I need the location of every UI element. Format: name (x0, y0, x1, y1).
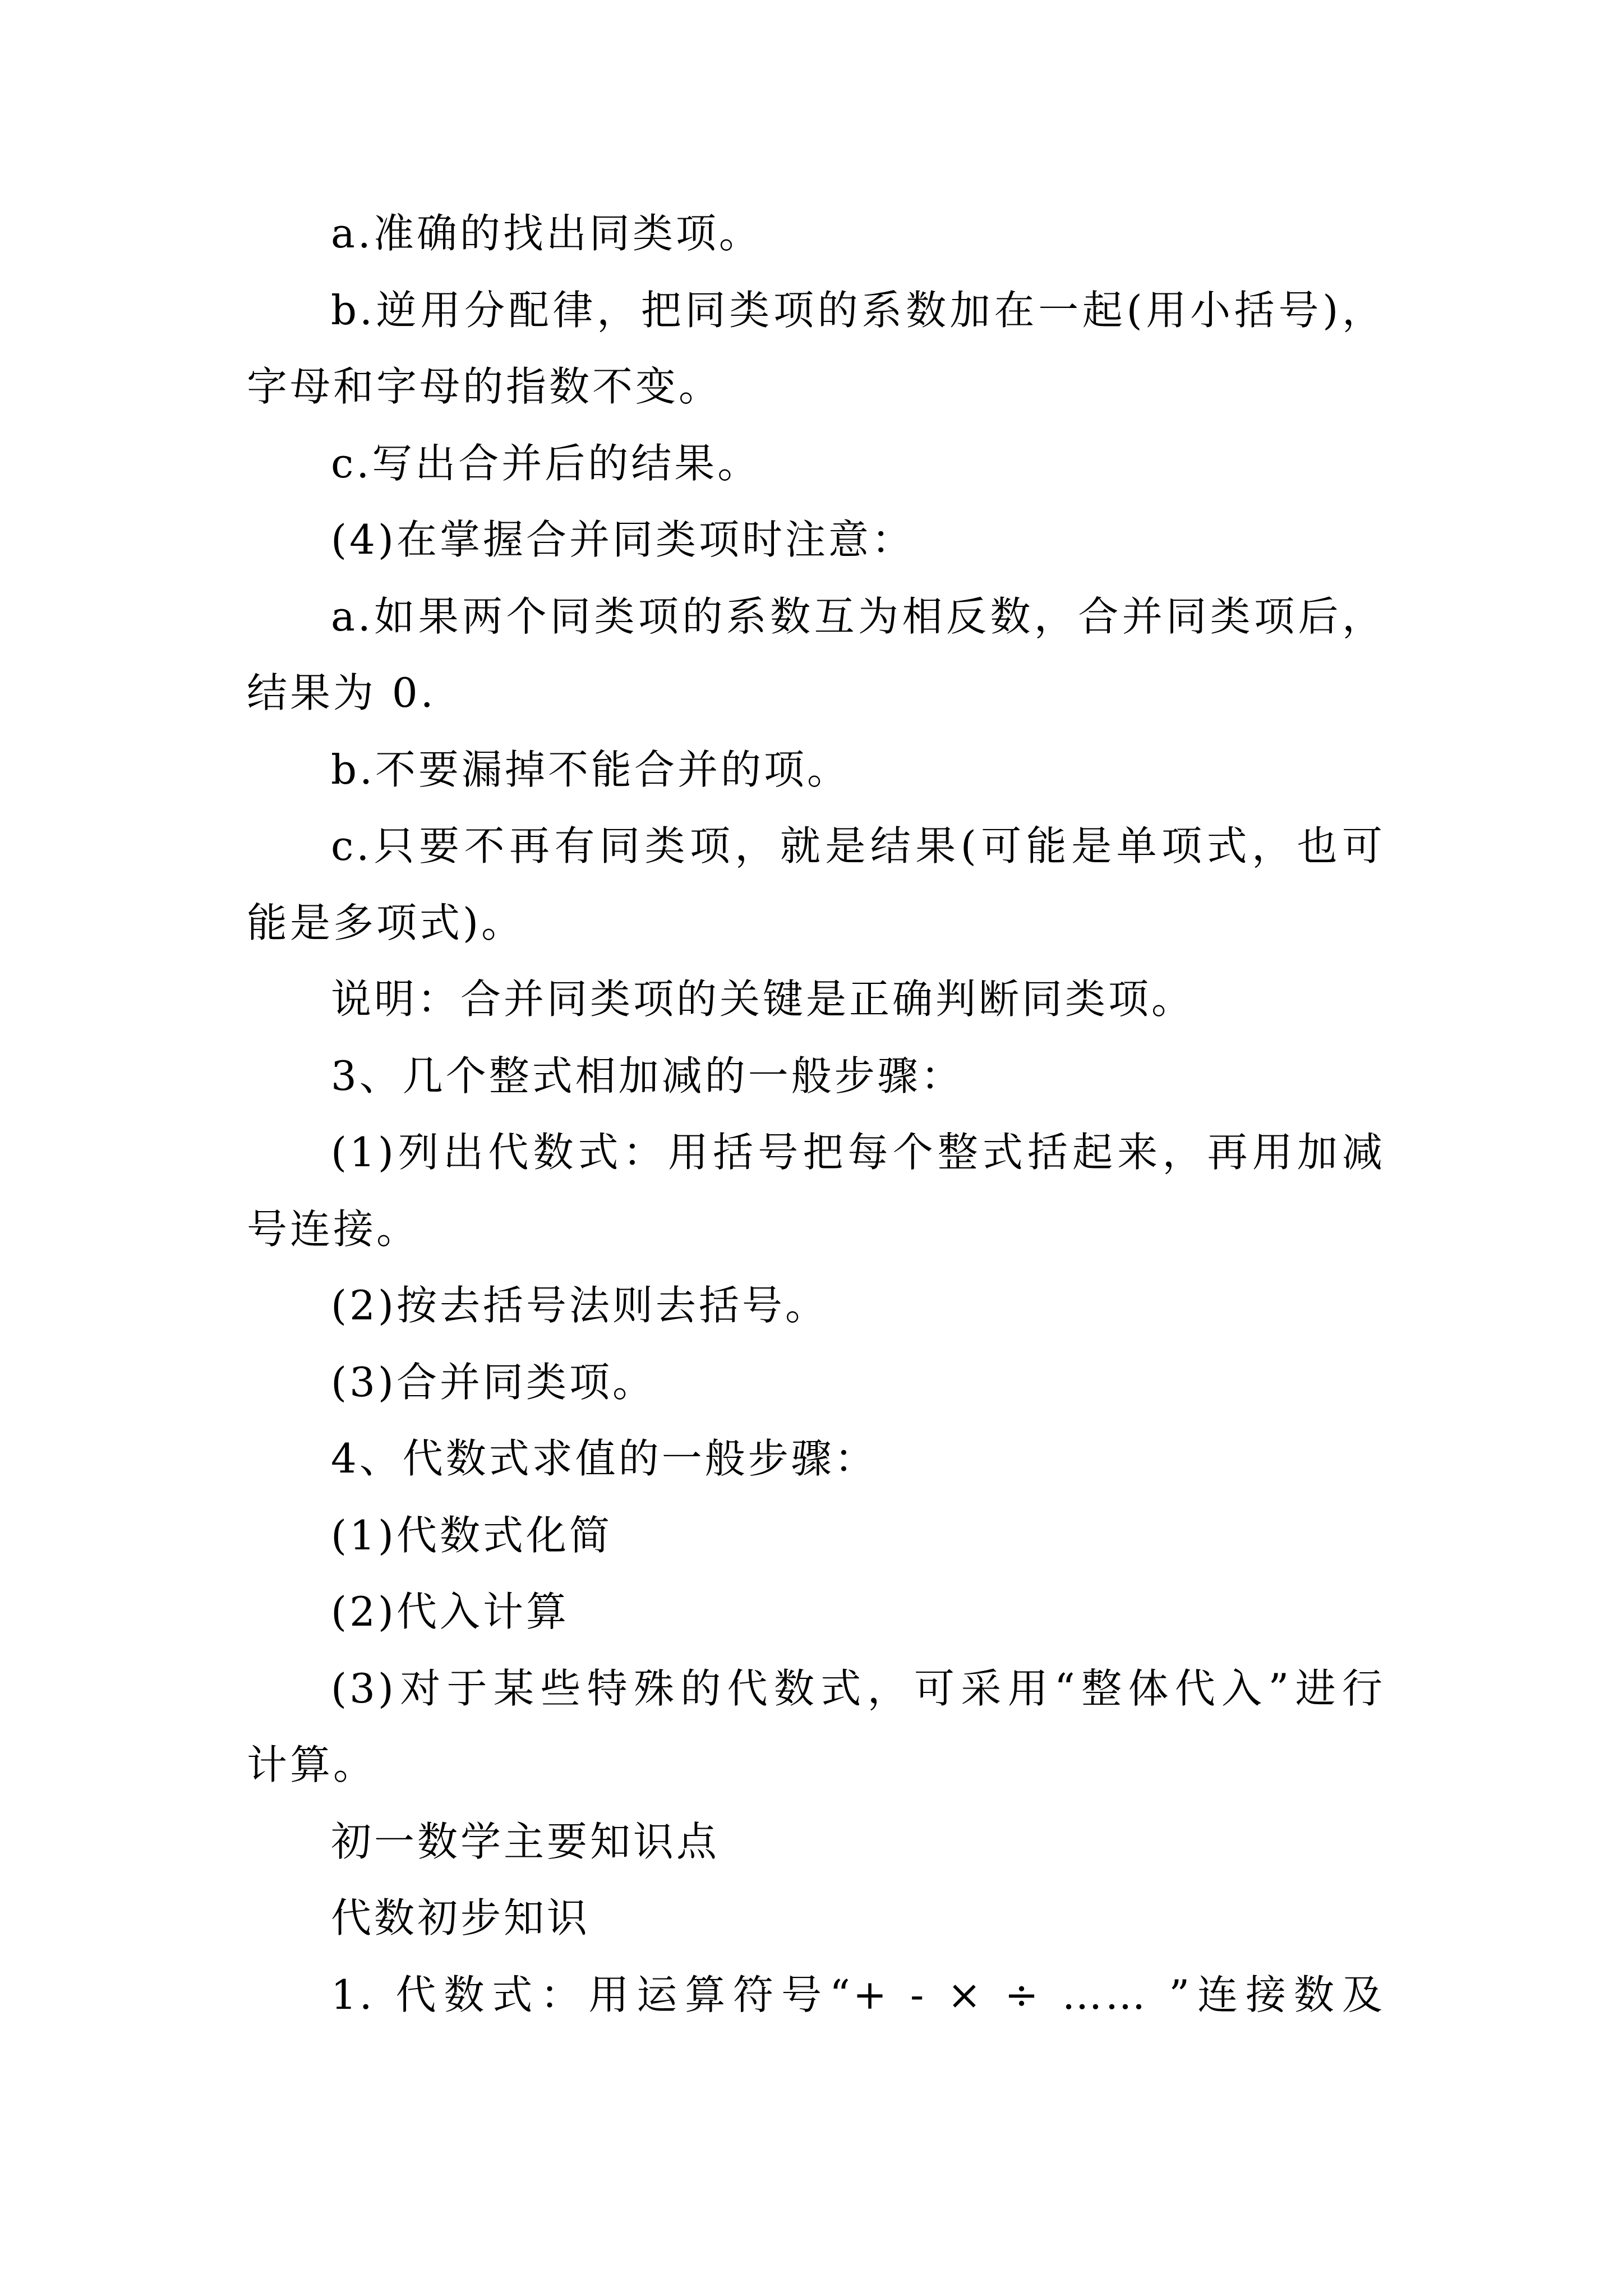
text-line: (1)列出代数式：用括号把每个整式括起来，再用加减 (331, 1129, 1385, 1176)
text-line: c.只要不再有同类项，就是结果(可能是单项式，也可 (331, 822, 1385, 869)
document-body (247, 195, 1385, 2033)
text-line: (4)在掌握合并同类项时注意： (331, 516, 915, 563)
section-heading: 代数初步知识 (331, 1894, 591, 1941)
text-line: a.准确的找出同类项。 (331, 210, 762, 257)
text-line: 字母和字母的指数不变。 (247, 363, 722, 410)
section-heading: 初一数学主要知识点 (331, 1818, 720, 1865)
text-line: (2)按去括号法则去括号。 (331, 1282, 828, 1329)
text-line: b.不要漏掉不能合并的项。 (331, 746, 850, 793)
text-line: (3)合并同类项。 (331, 1358, 656, 1406)
text-line: b.逆用分配律，把同类项的系数加在一起(用小括号)， (331, 286, 1385, 334)
text-line: 结果为 0. (247, 669, 436, 716)
text-line: (1)代数式化简 (331, 1511, 612, 1559)
section-heading: 4、代数式求值的一般步骤： (331, 1435, 878, 1482)
text-line: 说明：合并同类项的关键是正确判断同类项。 (331, 976, 1195, 1023)
section-heading: 3、几个整式相加减的一般步骤： (331, 1052, 964, 1099)
text-line: (2)代入计算 (331, 1588, 569, 1635)
text-line: 计算。 (247, 1741, 377, 1788)
text-line: c.写出合并后的结果。 (331, 439, 761, 487)
text-line: 号连接。 (247, 1205, 420, 1253)
text-line: 能是多项式)。 (247, 899, 525, 946)
text-line: (3)对于某些特殊的代数式，可采用“整体代入”进行 (331, 1664, 1385, 1712)
text-line: a.如果两个同类项的系数互为相反数，合并同类项后， (331, 592, 1385, 640)
text-line: 1. 代数式：用运算符号“+ - × ÷ …… ”连接数及 (331, 1971, 1385, 2018)
